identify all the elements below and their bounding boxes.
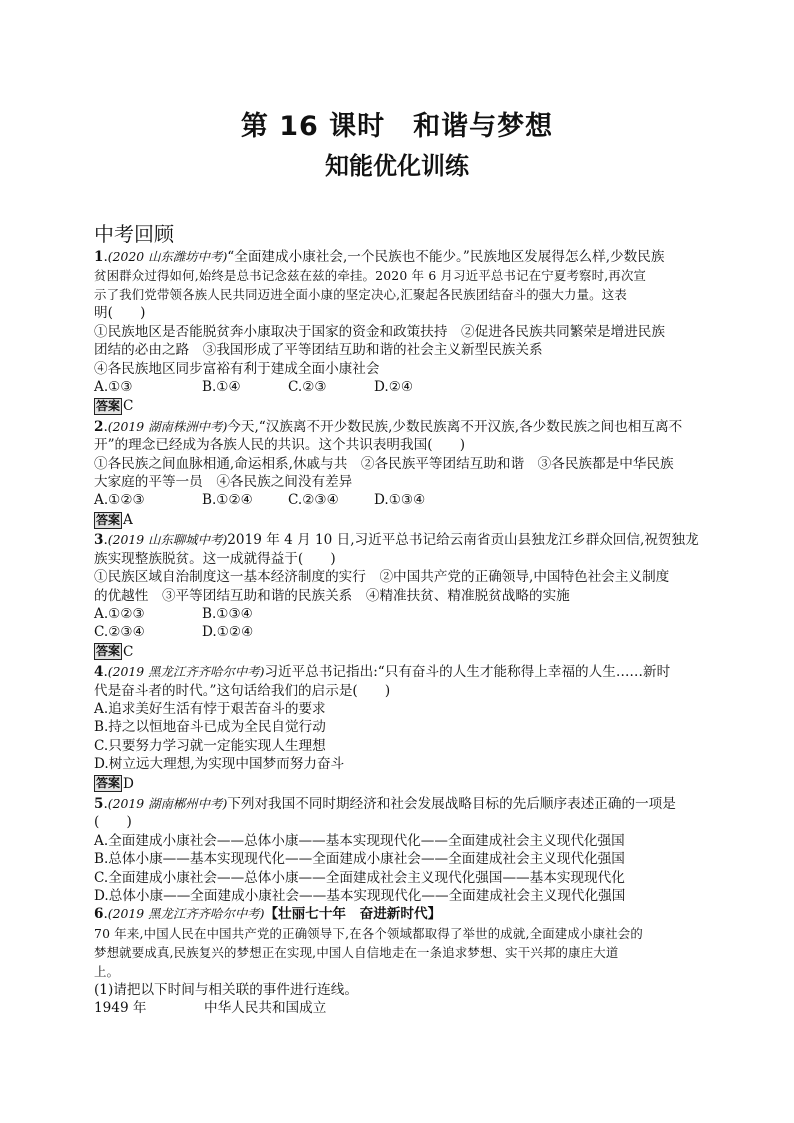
question-number: 3 — [94, 532, 104, 549]
question-source: (2019 黑龙江齐齐哈尔中考) — [107, 906, 265, 922]
question-1 — [94, 248, 704, 416]
answer-badge: 答案 — [96, 512, 121, 527]
question-5 — [94, 795, 704, 905]
options-row — [94, 378, 704, 396]
question-number: 1 — [94, 249, 104, 265]
options-row — [94, 491, 704, 509]
question-text: 示了我们党带领各族人民共同迈进全面小康的坚定决心,汇聚起各民族团结奋斗的强大力量。这表 — [94, 287, 627, 303]
question-text: 开”的理念已经成为各族人民的共识。这个共识表明我国( ) — [94, 437, 465, 454]
answer-value: A — [123, 511, 133, 528]
question-number: 6 — [94, 906, 104, 923]
question-text: ( ) — [94, 814, 132, 831]
section-title: 中考回顾 — [94, 222, 174, 246]
answer-row — [94, 775, 704, 793]
question-text: 明( ) — [94, 305, 146, 322]
answer-value: D — [123, 775, 134, 792]
question-text: 2019 年 4 月 10 日,习近平总书记给云南省贡山县独龙江乡群众回信,祝贺独龙 — [227, 532, 699, 549]
question-2 — [94, 418, 704, 529]
options-row — [94, 623, 704, 641]
question-text: 代是奋斗者的时代。”这句话给我们的启示是( ) — [94, 682, 391, 699]
passage-line: 梦想就要成真,民族复兴的梦想正在实现,中国人自信地走在一条追求梦想、实干兴邦的康庄大道 — [94, 944, 619, 960]
question-source: (2019 黑龙江齐齐哈尔中考) — [107, 664, 265, 680]
answer-badge: 答案 — [96, 776, 121, 791]
matching-row — [94, 999, 704, 1017]
passage-line: 上。 — [94, 963, 120, 979]
question-text: 下列对我国不同时期经济和社会发展战略目标的先后顺序表述正确的一项是 — [227, 795, 676, 812]
question-number: 4 — [94, 664, 104, 681]
question-text: 贫困群众过得如何,始终是总书记念兹在兹的牵挂。2020 年 6 月习近平总书记在宁夏考察时,再次宣 — [94, 268, 647, 284]
page-subtitle: 知能优化训练 — [325, 152, 469, 180]
sub-question: (1)请把以下时间与相关联的事件进行连线。 — [94, 981, 358, 998]
option-a: A.①③ — [94, 379, 133, 396]
answer-row — [94, 397, 704, 415]
question-text: ①各民族之间血脉相通,命运相系,休戚与共 ②各民族平等团结互助和谐 ③各民族都是中华民族 — [94, 455, 674, 472]
question-3 — [94, 531, 704, 661]
option-b: B.①④ — [202, 379, 241, 396]
option-d: D.②④ — [374, 379, 414, 396]
question-text: 的优越性 ③平等团结互助和谐的民族关系 ④精准扶贫、精准脱贫战略的实施 — [94, 587, 570, 604]
question-text: 族实现整族脱贫。这一成就得益于( ) — [94, 550, 336, 567]
answer-row — [94, 643, 704, 661]
page-title: 第 16 课时 和谐与梦想 — [240, 111, 554, 142]
question-text: “全面建成小康社会,一个民族也不能少。”民族地区发展得怎么样,少数民族 — [227, 249, 665, 265]
option-c: C.②③ — [288, 379, 327, 396]
option-a: A.追求美好生活有悖于艰苦奋斗的要求 — [94, 700, 326, 717]
content — [94, 220, 704, 1018]
answer-badge: 答案 — [96, 644, 121, 659]
option-d: D.①②④ — [202, 624, 254, 641]
answer-value: C — [123, 398, 134, 415]
option-a: A.①②③ — [94, 492, 145, 509]
question-text: ①民族区域自治制度这一基本经济制度的实行 ②中国共产党的正确领导,中国特色社会主义制度 — [94, 569, 670, 586]
question-text: 今天,“汉族离不开少数民族,少数民族离不开汉族,各少数民族之间也相互离不 — [227, 418, 683, 435]
question-line: 4.(2019 黑龙江齐齐哈尔中考)习近平总书记指出:“只有奋斗的人生才能称得上幸福的人生……新时 — [94, 664, 671, 681]
question-text: ①民族地区是否能脱贫奔小康取决于国家的资金和政策扶持 ②促进各民族共同繁荣是增进民族 — [94, 323, 665, 340]
answer-value: C — [123, 643, 134, 660]
option-c: C.全面建成小康社会——总体小康——全面建成社会主义现代化强国——基本实现现代化 — [94, 869, 625, 886]
question-heading: 【壮丽七十年 奋进新时代】 — [264, 906, 442, 923]
matching-year: 1949 年 — [94, 1000, 147, 1017]
question-line: 1.(2020 山东潍坊中考)“全面建成小康社会,一个民族也不能少。”民族地区发展得怎么样,少数民族 — [94, 249, 665, 265]
option-b: B.①③④ — [202, 605, 253, 622]
option-a: A.①②③ — [94, 605, 145, 622]
question-source: (2020 山东潍坊中考) — [107, 249, 228, 264]
question-text: 大家庭的平等一员 ④各民族之间没有差异 — [94, 474, 353, 491]
options-row — [94, 605, 704, 623]
answer-row — [94, 511, 704, 529]
question-line: 6.(2019 黑龙江齐齐哈尔中考)【壮丽七十年 奋进新时代】 — [94, 906, 442, 923]
question-6 — [94, 905, 704, 1017]
option-c: C.只要努力学习就一定能实现人生理想 — [94, 737, 326, 754]
option-d: D.①③④ — [374, 492, 426, 509]
option-c: C.②③④ — [94, 624, 145, 641]
question-text: 团结的必由之路 ③我国形成了平等团结互助和谐的社会主义新型民族关系 — [94, 342, 543, 359]
question-source: (2019 山东聊城中考) — [107, 532, 228, 548]
option-b: B.总体小康——基本实现现代化——全面建成小康社会——全面建成社会主义现代化强国 — [94, 851, 625, 868]
option-d: D.总体小康——全面建成小康社会——基本实现现代化——全面建成社会主义现代化强国 — [94, 888, 626, 904]
option-b: B.①②④ — [202, 492, 253, 509]
question-number: 2 — [94, 418, 104, 435]
question-source: (2019 湖南郴州中考) — [107, 795, 228, 811]
option-a: A.全面建成小康社会——总体小康——基本实现现代化——全面建成社会主义现代化强国 — [94, 832, 625, 849]
question-text: ④各民族地区同步富裕有利于建成全面小康社会 — [94, 360, 380, 377]
question-line: 5.(2019 湖南郴州中考)下列对我国不同时期经济和社会发展战略目标的先后顺序表述正确的一项是 — [94, 795, 676, 812]
passage-line: 70 年来,中国人民在中国共产党的正确领导下,在各个领域都取得了举世的成就,全面建成小康社会的 — [94, 925, 643, 941]
question-line: 2.(2019 湖南株洲中考)今天,“汉族离不开少数民族,少数民族离不开汉族,各少数民族之间也相互离不 — [94, 418, 683, 435]
question-line: 3.(2019 山东聊城中考)2019 年 4 月 10 日,习近平总书记给云南省贡山县独龙江乡群众回信,祝贺独龙 — [94, 532, 699, 549]
option-d: D.树立远大理想,为实现中国梦而努力奋斗 — [94, 756, 345, 773]
matching-event: 中华人民共和国成立 — [204, 1000, 327, 1017]
answer-badge: 答案 — [96, 399, 121, 414]
question-number: 5 — [94, 795, 104, 812]
question-source: (2019 湖南株洲中考) — [107, 418, 228, 434]
question-text: 习近平总书记指出:“只有奋斗的人生才能称得上幸福的人生……新时 — [264, 664, 671, 681]
option-c: C.②③④ — [288, 492, 339, 509]
option-b: B.持之以恒地奋斗已成为全民自觉行动 — [94, 719, 326, 736]
question-4 — [94, 663, 704, 793]
